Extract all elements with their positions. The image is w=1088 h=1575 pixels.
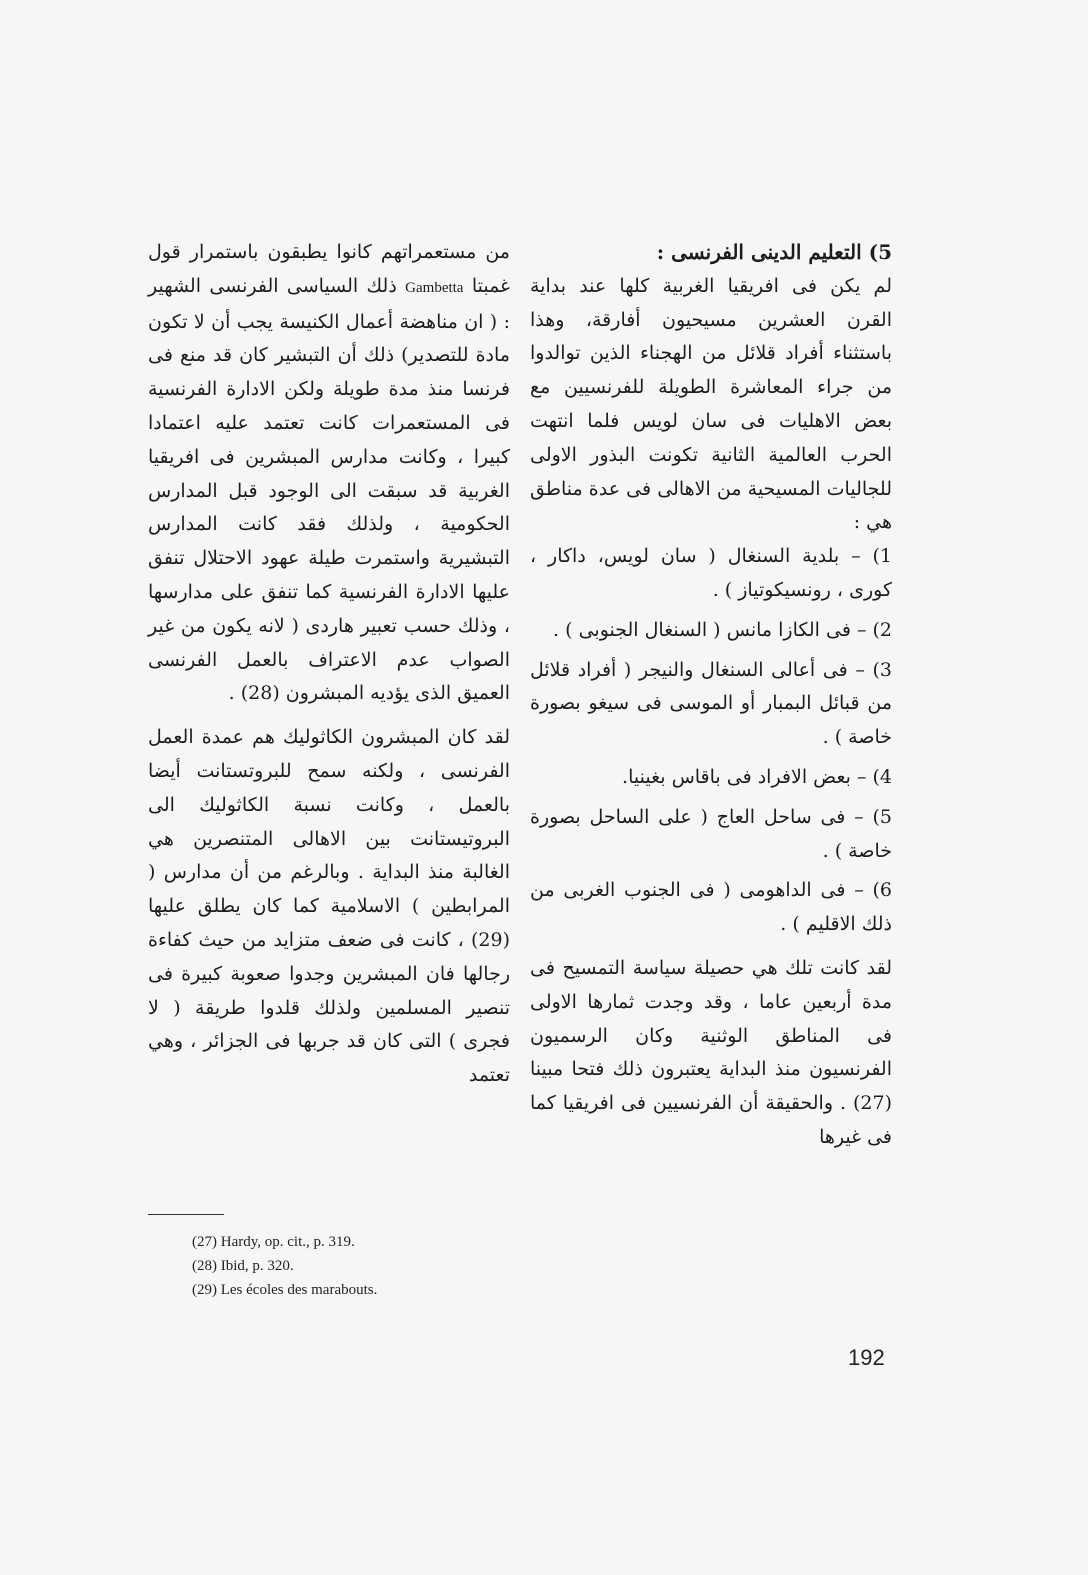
list-item: 6) – فى الداهومى ( فى الجنوب الغربى من ذلك الاقليم ) . (530, 879, 892, 936)
latin-name: Gambetta (405, 279, 464, 296)
footnote: (28) Ibid, p. 320. (192, 1258, 294, 1274)
paragraph-text: من مستعمراتهم كانوا يطبقون باستمرار قول غمبتا (148, 241, 510, 297)
intro-paragraph: لم يكن فى افريقيا الغربية كلها عند بداية القرن العشرين مسيحيون أفارقة، وهذا باستثناء أفراد قلائل من الهجناء الذين توالدوا من جراء المعاشرة الطويلة للفرنسيين مع بعض الاهليات فى سان لويس فلما انتهت الحرب العالمية الثانية تكونت البذور الاولى للجاليات المسيحية من الاهالى فى عدة مناطق هي : (530, 274, 892, 534)
continuation-paragraph (148, 236, 510, 711)
closing-paragraph: لقد كانت تلك هي حصيلة سياسة التمسيح فى مدة أربعين عاما ، وقد وجدت ثمارها الاولى فى المناطق الوثنية وكان الرسميون الفرنسيون منذ البداية يعتبرون ذلك فتحا مبينا (27) . والحقيقة أن الفرنسيين فى افريقيا كما فى غيرها (530, 956, 892, 1148)
paragraph-text: ذلك السياسى الفرنسى الشهير : ( ان مناهضة أعمال الكنيسة يجب أن لا تكون مادة للتصدير) ذلك أن التبشير كان قد منع فى فرنسا منذ مدة طويلة ولكن الادارة الفرنسية فى المستعمرات كانت تعتمد عليه اعتمادا كبيرا ، وكانت مدارس المبشرين فى افريقيا الغربية قد سبقت الى الوجود قبل المدارس الحكومية ، ولذلك فقد كانت المدارس التبشيرية واستمرت طيلة عهود الاحتلال تنفق عليها الادارة الفرنسية كما تنفق على مدارسها ، وذلك حسب تعبير هاردى ( لانه يكون من غير الصواب عدم الاعتراف بالعمل الفرنسى العميق الذى يؤديه المبشرون (28) . (148, 274, 510, 705)
footnote-divider (148, 1214, 224, 1215)
footnote: (27) Hardy, op. cit., p. 319. (192, 1234, 355, 1250)
list-item: 4) – بعض الافراد فى باقاس بغينيا. (622, 765, 892, 788)
right-column (530, 236, 892, 1155)
list-item: 1) – بلدية السنغال ( سان لويس، داكار ، كورى ، رونسيكوتياز ) . (530, 545, 892, 601)
list-item: 2) – فى الكازا مانس ( السنغال الجنوبى ) . (553, 618, 892, 641)
footnotes (192, 1230, 592, 1302)
footnote: (29) Les écoles des marabouts. (192, 1282, 378, 1298)
list-item: 3) – فى أعالى السنغال والنيجر ( أفراد قلائل من قبائل البمبار أو الموسى فى سيغو بصورة خاصة ) . (530, 658, 892, 749)
missionaries-paragraph: لقد كان المبشرون الكاثوليك هم عمدة العمل الفرنسى ، ولكنه سمح للبروتستانت أيضا بالعمل ، وكانت نسبة الكاثوليك الى البروتيستانت بين الاهالى المتنصرين هي الغالبة منذ البداية . وبالرغم من أن مدارس ( المرابطين ) الاسلامية كما كان يطلق عليها (29) ، كانت فى ضعف متزايد من حيث كفاءة رجالها فان المبشرين وجدوا صعوبة كبيرة فى تنصير المسلمين ولذلك قلدوا طريقة ( لا فجرى ) التى كان قد جربها فى الجزائر ، وهي تعتمد (148, 726, 510, 1087)
page-number: 192 (848, 1345, 885, 1370)
left-column (148, 236, 510, 1093)
list-item: 5) – فى ساحل العاج ( على الساحل بصورة خاصة ) . (530, 805, 892, 862)
section-heading: 5) التعليم الدينى الفرنسى : (656, 240, 892, 264)
